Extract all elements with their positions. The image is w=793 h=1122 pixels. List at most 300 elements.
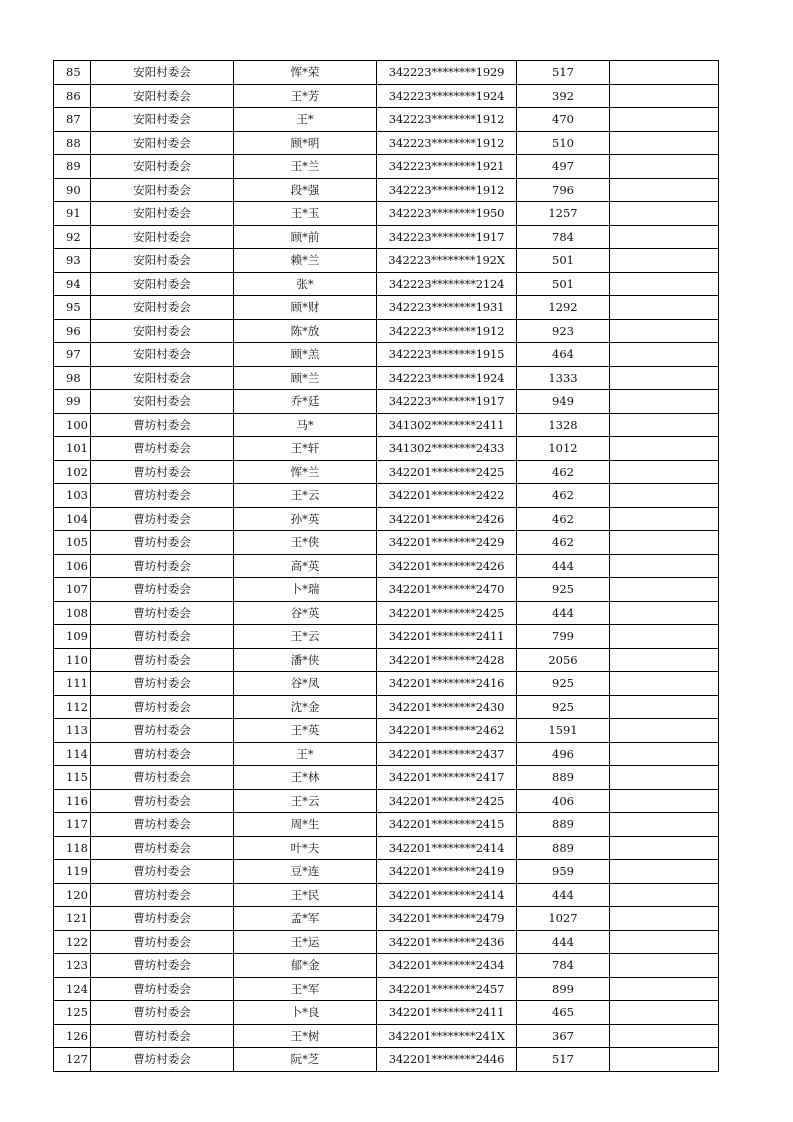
note-cell (610, 390, 719, 414)
person-name-cell: 孙*英 (234, 507, 377, 531)
village-cell: 曹坊村委会 (91, 484, 234, 508)
amount-cell: 959 (517, 860, 610, 884)
person-name-cell: 王*军 (234, 977, 377, 1001)
person-name-cell: 王*民 (234, 883, 377, 907)
person-name-cell: 高*英 (234, 554, 377, 578)
id-number-cell: 342201********2434 (377, 954, 517, 978)
table-row (54, 272, 719, 296)
person-name-cell: 王*林 (234, 766, 377, 790)
person-name-cell: 王* (234, 742, 377, 766)
note-cell (610, 319, 719, 343)
note-cell (610, 1024, 719, 1048)
table-row (54, 625, 719, 649)
note-cell (610, 343, 719, 367)
note-cell (610, 719, 719, 743)
village-cell: 曹坊村委会 (91, 907, 234, 931)
table-row (54, 155, 719, 179)
row-number-cell: 111 (54, 672, 91, 696)
row-number-cell: 85 (54, 61, 91, 85)
note-cell (610, 648, 719, 672)
person-name-cell: 顾*羔 (234, 343, 377, 367)
person-name-cell: 潘*侠 (234, 648, 377, 672)
row-number-cell: 100 (54, 413, 91, 437)
row-number-cell: 125 (54, 1001, 91, 1025)
id-number-cell: 342223********1950 (377, 202, 517, 226)
row-number-cell: 116 (54, 789, 91, 813)
table-row (54, 225, 719, 249)
village-cell: 曹坊村委会 (91, 625, 234, 649)
row-number-cell: 113 (54, 719, 91, 743)
note-cell (610, 225, 719, 249)
id-number-cell: 342201********2414 (377, 883, 517, 907)
village-cell: 安阳村委会 (91, 390, 234, 414)
id-number-cell: 342201********2426 (377, 507, 517, 531)
amount-cell: 889 (517, 836, 610, 860)
note-cell (610, 836, 719, 860)
table-row (54, 84, 719, 108)
id-number-cell: 342223********1912 (377, 131, 517, 155)
table-row (54, 813, 719, 837)
table-row (54, 789, 719, 813)
village-cell: 曹坊村委会 (91, 601, 234, 625)
amount-cell: 510 (517, 131, 610, 155)
id-number-cell: 342201********2470 (377, 578, 517, 602)
village-cell: 安阳村委会 (91, 84, 234, 108)
note-cell (610, 108, 719, 132)
amount-cell: 444 (517, 554, 610, 578)
note-cell (610, 178, 719, 202)
id-number-cell: 342223********1912 (377, 108, 517, 132)
village-cell: 安阳村委会 (91, 296, 234, 320)
row-number-cell: 112 (54, 695, 91, 719)
person-name-cell: 恽*兰 (234, 460, 377, 484)
village-cell: 曹坊村委会 (91, 860, 234, 884)
table-row (54, 507, 719, 531)
amount-cell: 923 (517, 319, 610, 343)
row-number-cell: 115 (54, 766, 91, 790)
note-cell (610, 507, 719, 531)
village-cell: 曹坊村委会 (91, 789, 234, 813)
id-number-cell: 342223********1917 (377, 225, 517, 249)
person-name-cell: 王*侠 (234, 531, 377, 555)
note-cell (610, 672, 719, 696)
id-number-cell: 342201********2415 (377, 813, 517, 837)
amount-cell: 1292 (517, 296, 610, 320)
table-row (54, 672, 719, 696)
row-number-cell: 94 (54, 272, 91, 296)
row-number-cell: 124 (54, 977, 91, 1001)
row-number-cell: 109 (54, 625, 91, 649)
row-number-cell: 92 (54, 225, 91, 249)
id-number-cell: 342223********1931 (377, 296, 517, 320)
note-cell (610, 554, 719, 578)
row-number-cell: 121 (54, 907, 91, 931)
amount-cell: 444 (517, 883, 610, 907)
person-name-cell: 豆*连 (234, 860, 377, 884)
note-cell (610, 272, 719, 296)
table-row (54, 178, 719, 202)
village-cell: 曹坊村委会 (91, 1048, 234, 1072)
amount-cell: 889 (517, 813, 610, 837)
note-cell (610, 625, 719, 649)
row-number-cell: 122 (54, 930, 91, 954)
id-number-cell: 342201********2411 (377, 625, 517, 649)
row-number-cell: 114 (54, 742, 91, 766)
village-cell: 安阳村委会 (91, 366, 234, 390)
id-number-cell: 342201********241X (377, 1024, 517, 1048)
row-number-cell: 104 (54, 507, 91, 531)
note-cell (610, 695, 719, 719)
table-row (54, 460, 719, 484)
amount-cell: 799 (517, 625, 610, 649)
amount-cell: 462 (517, 531, 610, 555)
table-row (54, 61, 719, 85)
id-number-cell: 342201********2446 (377, 1048, 517, 1072)
note-cell (610, 366, 719, 390)
id-number-cell: 342223********1929 (377, 61, 517, 85)
id-number-cell: 342223********1924 (377, 366, 517, 390)
table-row (54, 108, 719, 132)
person-name-cell: 马* (234, 413, 377, 437)
amount-cell: 462 (517, 484, 610, 508)
row-number-cell: 87 (54, 108, 91, 132)
id-number-cell: 342201********2416 (377, 672, 517, 696)
amount-cell: 367 (517, 1024, 610, 1048)
village-cell: 曹坊村委会 (91, 813, 234, 837)
id-number-cell: 342201********2425 (377, 789, 517, 813)
note-cell (610, 907, 719, 931)
table-row (54, 648, 719, 672)
person-name-cell: 王*运 (234, 930, 377, 954)
amount-cell: 501 (517, 272, 610, 296)
id-number-cell: 342223********2124 (377, 272, 517, 296)
note-cell (610, 413, 719, 437)
id-number-cell: 342201********2429 (377, 531, 517, 555)
row-number-cell: 126 (54, 1024, 91, 1048)
id-number-cell: 342201********2479 (377, 907, 517, 931)
row-number-cell: 118 (54, 836, 91, 860)
amount-cell: 925 (517, 695, 610, 719)
row-number-cell: 90 (54, 178, 91, 202)
row-number-cell: 97 (54, 343, 91, 367)
row-number-cell: 117 (54, 813, 91, 837)
amount-cell: 501 (517, 249, 610, 273)
village-cell: 曹坊村委会 (91, 648, 234, 672)
row-number-cell: 86 (54, 84, 91, 108)
village-cell: 安阳村委会 (91, 225, 234, 249)
amount-cell: 517 (517, 61, 610, 85)
amount-cell: 444 (517, 930, 610, 954)
village-cell: 曹坊村委会 (91, 578, 234, 602)
person-name-cell: 王*轩 (234, 437, 377, 461)
note-cell (610, 883, 719, 907)
person-name-cell: 顾*前 (234, 225, 377, 249)
note-cell (610, 296, 719, 320)
table-row (54, 954, 719, 978)
table-row (54, 719, 719, 743)
table-row (54, 695, 719, 719)
village-cell: 安阳村委会 (91, 61, 234, 85)
note-cell (610, 249, 719, 273)
id-number-cell: 342201********2457 (377, 977, 517, 1001)
person-name-cell: 叶*夫 (234, 836, 377, 860)
table-row (54, 249, 719, 273)
note-cell (610, 84, 719, 108)
person-name-cell: 王*云 (234, 789, 377, 813)
row-number-cell: 103 (54, 484, 91, 508)
id-number-cell: 342201********2425 (377, 460, 517, 484)
id-number-cell: 341302********2433 (377, 437, 517, 461)
amount-cell: 889 (517, 766, 610, 790)
person-name-cell: 乔*廷 (234, 390, 377, 414)
village-cell: 曹坊村委会 (91, 836, 234, 860)
table-row (54, 1024, 719, 1048)
id-number-cell: 342201********2419 (377, 860, 517, 884)
person-name-cell: 顾*财 (234, 296, 377, 320)
amount-cell: 470 (517, 108, 610, 132)
person-name-cell: 王*英 (234, 719, 377, 743)
village-cell: 曹坊村委会 (91, 554, 234, 578)
id-number-cell: 342201********2414 (377, 836, 517, 860)
table-row (54, 413, 719, 437)
table-row (54, 554, 719, 578)
amount-cell: 1257 (517, 202, 610, 226)
row-number-cell: 93 (54, 249, 91, 273)
amount-cell: 392 (517, 84, 610, 108)
table-row (54, 437, 719, 461)
id-number-cell: 342223********1915 (377, 343, 517, 367)
amount-cell: 949 (517, 390, 610, 414)
person-name-cell: 谷*凤 (234, 672, 377, 696)
village-cell: 曹坊村委会 (91, 460, 234, 484)
note-cell (610, 766, 719, 790)
row-number-cell: 99 (54, 390, 91, 414)
id-number-cell: 342201********2430 (377, 695, 517, 719)
amount-cell: 406 (517, 789, 610, 813)
village-cell: 曹坊村委会 (91, 437, 234, 461)
row-number-cell: 105 (54, 531, 91, 555)
id-number-cell: 342201********2437 (377, 742, 517, 766)
id-number-cell: 342201********2462 (377, 719, 517, 743)
id-number-cell: 342201********2422 (377, 484, 517, 508)
village-cell: 曹坊村委会 (91, 883, 234, 907)
person-name-cell: 顾*兰 (234, 366, 377, 390)
person-name-cell: 陈*放 (234, 319, 377, 343)
person-name-cell: 卜*良 (234, 1001, 377, 1025)
person-name-cell: 恽*荣 (234, 61, 377, 85)
id-number-cell: 342201********2426 (377, 554, 517, 578)
note-cell (610, 61, 719, 85)
person-name-cell: 赖*兰 (234, 249, 377, 273)
table-row (54, 930, 719, 954)
person-name-cell: 王* (234, 108, 377, 132)
row-number-cell: 88 (54, 131, 91, 155)
person-name-cell: 周*生 (234, 813, 377, 837)
table-row (54, 766, 719, 790)
row-number-cell: 96 (54, 319, 91, 343)
note-cell (610, 131, 719, 155)
village-cell: 曹坊村委会 (91, 1024, 234, 1048)
amount-cell: 899 (517, 977, 610, 1001)
id-number-cell: 342201********2411 (377, 1001, 517, 1025)
amount-cell: 444 (517, 601, 610, 625)
id-number-cell: 342201********2417 (377, 766, 517, 790)
row-number-cell: 95 (54, 296, 91, 320)
note-cell (610, 155, 719, 179)
village-cell: 安阳村委会 (91, 272, 234, 296)
village-cell: 曹坊村委会 (91, 695, 234, 719)
amount-cell: 465 (517, 1001, 610, 1025)
village-cell: 安阳村委会 (91, 131, 234, 155)
table-body (54, 61, 719, 1072)
amount-cell: 796 (517, 178, 610, 202)
row-number-cell: 106 (54, 554, 91, 578)
village-cell: 曹坊村委会 (91, 507, 234, 531)
table-row (54, 836, 719, 860)
id-number-cell: 342223********192X (377, 249, 517, 273)
village-cell: 安阳村委会 (91, 108, 234, 132)
person-name-cell: 顾*明 (234, 131, 377, 155)
table-row (54, 484, 719, 508)
amount-cell: 517 (517, 1048, 610, 1072)
village-cell: 曹坊村委会 (91, 930, 234, 954)
row-number-cell: 101 (54, 437, 91, 461)
person-name-cell: 孟*军 (234, 907, 377, 931)
id-number-cell: 342223********1912 (377, 178, 517, 202)
row-number-cell: 102 (54, 460, 91, 484)
village-cell: 安阳村委会 (91, 343, 234, 367)
amount-cell: 462 (517, 460, 610, 484)
village-cell: 曹坊村委会 (91, 1001, 234, 1025)
table-row (54, 578, 719, 602)
note-cell (610, 954, 719, 978)
amount-cell: 925 (517, 578, 610, 602)
note-cell (610, 789, 719, 813)
table-row (54, 390, 719, 414)
table-row (54, 202, 719, 226)
table-row (54, 860, 719, 884)
village-cell: 曹坊村委会 (91, 672, 234, 696)
village-cell: 曹坊村委会 (91, 531, 234, 555)
amount-cell: 1328 (517, 413, 610, 437)
amount-cell: 784 (517, 954, 610, 978)
person-name-cell: 王*芳 (234, 84, 377, 108)
person-name-cell: 谷*英 (234, 601, 377, 625)
table-row (54, 366, 719, 390)
row-number-cell: 127 (54, 1048, 91, 1072)
note-cell (610, 601, 719, 625)
note-cell (610, 202, 719, 226)
amount-cell: 497 (517, 155, 610, 179)
id-number-cell: 342223********1912 (377, 319, 517, 343)
village-cell: 安阳村委会 (91, 319, 234, 343)
id-number-cell: 342223********1921 (377, 155, 517, 179)
village-cell: 曹坊村委会 (91, 719, 234, 743)
id-number-cell: 342201********2428 (377, 648, 517, 672)
note-cell (610, 742, 719, 766)
person-name-cell: 王*玉 (234, 202, 377, 226)
note-cell (610, 578, 719, 602)
table-row (54, 531, 719, 555)
note-cell (610, 460, 719, 484)
table-row (54, 319, 719, 343)
table-row (54, 343, 719, 367)
row-number-cell: 120 (54, 883, 91, 907)
person-name-cell: 王*云 (234, 625, 377, 649)
amount-cell: 2056 (517, 648, 610, 672)
row-number-cell: 119 (54, 860, 91, 884)
note-cell (610, 930, 719, 954)
person-name-cell: 王*云 (234, 484, 377, 508)
amount-cell: 1591 (517, 719, 610, 743)
note-cell (610, 437, 719, 461)
table-row (54, 907, 719, 931)
note-cell (610, 1001, 719, 1025)
table-row (54, 601, 719, 625)
person-name-cell: 卜*瑞 (234, 578, 377, 602)
person-name-cell: 王*兰 (234, 155, 377, 179)
person-name-cell: 沈*金 (234, 695, 377, 719)
id-number-cell: 342223********1924 (377, 84, 517, 108)
row-number-cell: 110 (54, 648, 91, 672)
village-cell: 曹坊村委会 (91, 742, 234, 766)
person-name-cell: 段*强 (234, 178, 377, 202)
village-cell: 安阳村委会 (91, 249, 234, 273)
amount-cell: 496 (517, 742, 610, 766)
person-name-cell: 郁*金 (234, 954, 377, 978)
person-name-cell: 张* (234, 272, 377, 296)
table-row (54, 296, 719, 320)
table-row (54, 977, 719, 1001)
amount-cell: 1333 (517, 366, 610, 390)
note-cell (610, 860, 719, 884)
table-row (54, 1048, 719, 1072)
table-row (54, 742, 719, 766)
table-row (54, 131, 719, 155)
village-cell: 曹坊村委会 (91, 977, 234, 1001)
note-cell (610, 484, 719, 508)
note-cell (610, 977, 719, 1001)
id-number-cell: 341302********2411 (377, 413, 517, 437)
village-cell: 曹坊村委会 (91, 413, 234, 437)
id-number-cell: 342201********2436 (377, 930, 517, 954)
amount-cell: 1027 (517, 907, 610, 931)
village-cell: 曹坊村委会 (91, 766, 234, 790)
amount-cell: 1012 (517, 437, 610, 461)
row-number-cell: 89 (54, 155, 91, 179)
row-number-cell: 98 (54, 366, 91, 390)
village-cell: 曹坊村委会 (91, 954, 234, 978)
person-name-cell: 王*树 (234, 1024, 377, 1048)
row-number-cell: 107 (54, 578, 91, 602)
note-cell (610, 813, 719, 837)
id-number-cell: 342223********1917 (377, 390, 517, 414)
row-number-cell: 123 (54, 954, 91, 978)
table-row (54, 883, 719, 907)
village-cell: 安阳村委会 (91, 178, 234, 202)
amount-cell: 462 (517, 507, 610, 531)
amount-cell: 784 (517, 225, 610, 249)
row-number-cell: 108 (54, 601, 91, 625)
row-number-cell: 91 (54, 202, 91, 226)
subsidy-table (53, 60, 719, 1072)
person-name-cell: 阮*芝 (234, 1048, 377, 1072)
table-row (54, 1001, 719, 1025)
note-cell (610, 531, 719, 555)
id-number-cell: 342201********2425 (377, 601, 517, 625)
village-cell: 安阳村委会 (91, 155, 234, 179)
note-cell (610, 1048, 719, 1072)
